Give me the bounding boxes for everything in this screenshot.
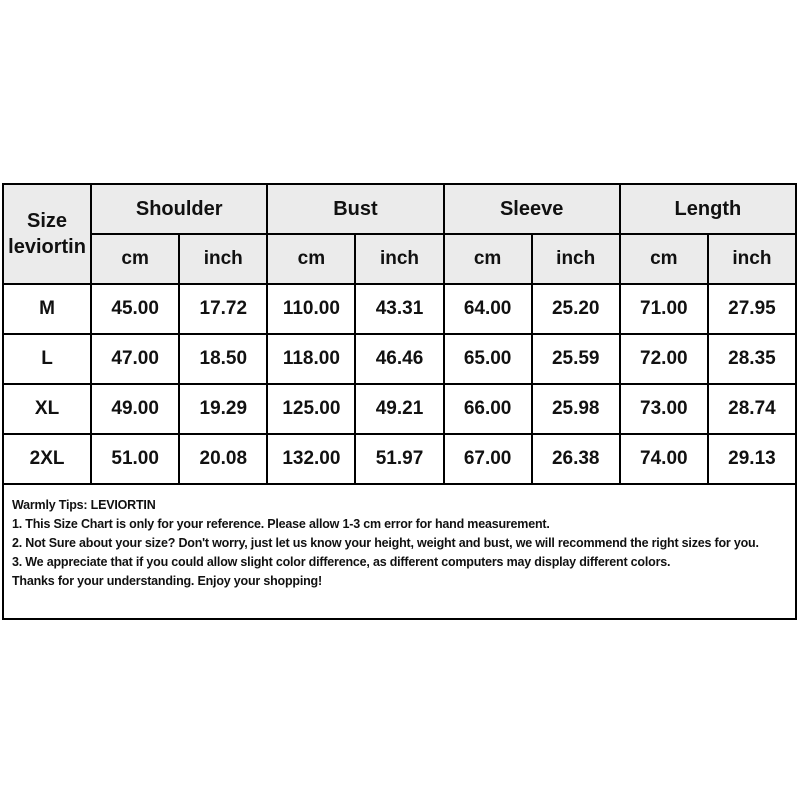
tips-section [2,485,797,620]
value-cell: 66.00 [444,384,532,434]
tips-heading: Warmly Tips: LEVIORTIN [12,498,156,512]
value-cell: 19.29 [179,384,267,434]
value-cell: 67.00 [444,434,532,484]
value-cell: 29.13 [708,434,796,484]
value-cell: 74.00 [620,434,708,484]
unit-header-row [3,234,796,284]
value-cell: 25.59 [532,334,620,384]
value-cell: 49.21 [355,384,443,434]
unit-header-length-cm: cm [620,234,708,284]
tip-line-3: 3. We appreciate that if you could allow slight color difference, as different computers may display different colors. [12,555,671,569]
unit-header-length-inch: inch [708,234,796,284]
group-header-row [3,184,796,234]
value-cell: 125.00 [267,384,355,434]
value-cell: 49.00 [91,384,179,434]
unit-header-sleeve-inch: inch [532,234,620,284]
size-cell: M [3,284,91,334]
value-cell: 46.46 [355,334,443,384]
value-cell: 43.31 [355,284,443,334]
column-header-shoulder: Shoulder [91,184,267,234]
value-cell: 28.35 [708,334,796,384]
size-column-header [3,184,91,284]
table-row-l [3,334,796,384]
value-cell: 72.00 [620,334,708,384]
value-cell: 25.20 [532,284,620,334]
value-cell: 65.00 [444,334,532,384]
table-row-xl [3,384,796,434]
unit-header-bust-inch: inch [355,234,443,284]
size-cell: XL [3,384,91,434]
tip-line-2: 2. Not Sure about your size? Don't worry, just let us know your height, weight and bust, we will recommend the right sizes for you. [12,536,759,550]
column-header-length: Length [620,184,796,234]
value-cell: 73.00 [620,384,708,434]
value-cell: 51.00 [91,434,179,484]
size-cell: 2XL [3,434,91,484]
brand-label: leviortin [8,236,86,258]
unit-header-sleeve-cm: cm [444,234,532,284]
value-cell: 118.00 [267,334,355,384]
value-cell: 18.50 [179,334,267,384]
value-cell: 25.98 [532,384,620,434]
value-cell: 45.00 [91,284,179,334]
tip-line-1: 1. This Size Chart is only for your reference. Please allow 1-3 cm error for hand measurement. [12,517,550,531]
value-cell: 27.95 [708,284,796,334]
unit-header-bust-cm: cm [267,234,355,284]
value-cell: 71.00 [620,284,708,334]
unit-header-shoulder-inch: inch [179,234,267,284]
table-row-2xl [3,434,796,484]
size-chart-table [2,183,797,485]
value-cell: 17.72 [179,284,267,334]
value-cell: 28.74 [708,384,796,434]
table-row-m [3,284,796,334]
column-header-sleeve: Sleeve [444,184,620,234]
column-header-bust: Bust [267,184,443,234]
value-cell: 20.08 [179,434,267,484]
size-chart-container [2,183,797,620]
value-cell: 51.97 [355,434,443,484]
value-cell: 110.00 [267,284,355,334]
unit-header-shoulder-cm: cm [91,234,179,284]
value-cell: 64.00 [444,284,532,334]
size-label: Size [27,210,68,232]
tip-line-4: Thanks for your understanding. Enjoy your shopping! [12,574,322,588]
value-cell: 47.00 [91,334,179,384]
value-cell: 132.00 [267,434,355,484]
size-cell: L [3,334,91,384]
value-cell: 26.38 [532,434,620,484]
